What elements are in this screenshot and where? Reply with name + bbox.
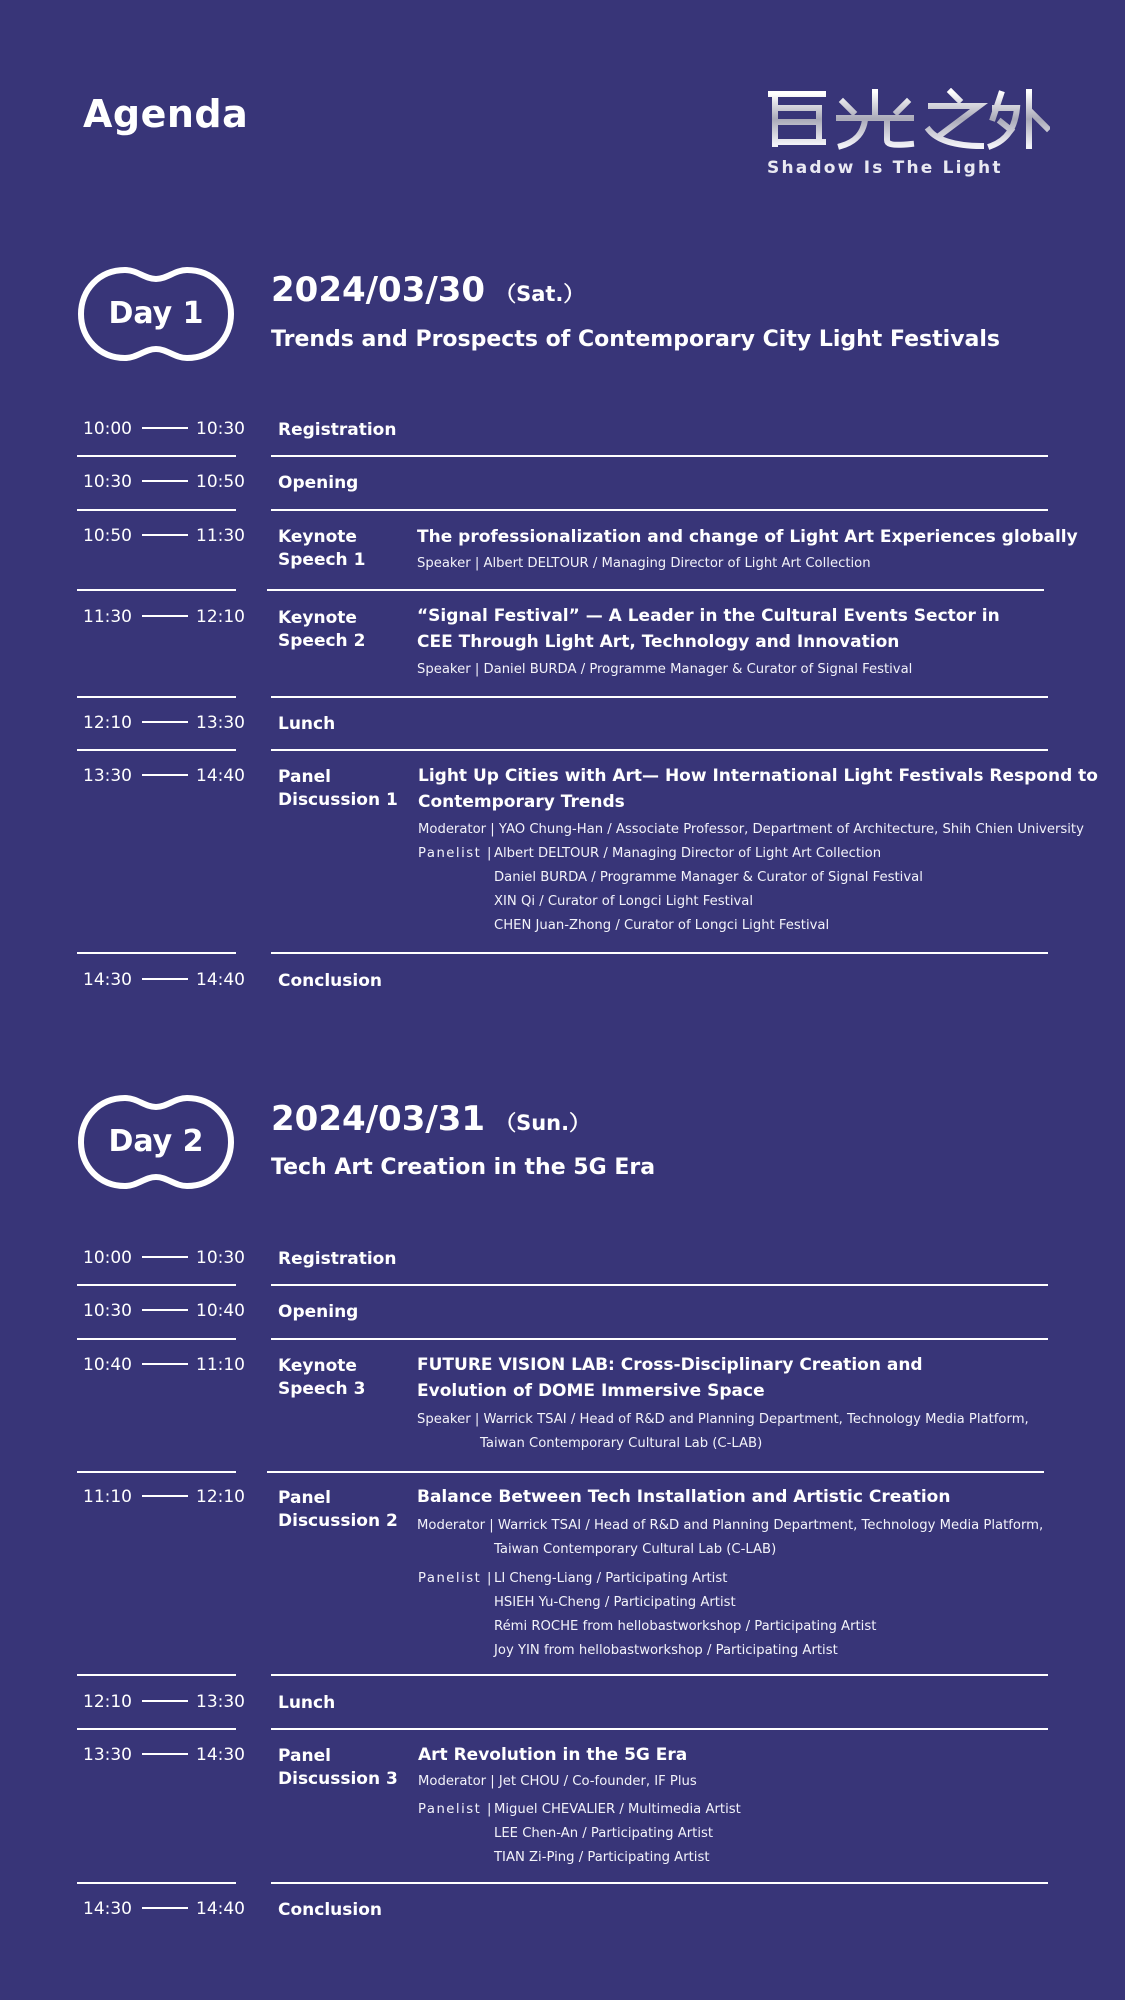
end-time: 11:30: [196, 526, 245, 546]
time-range: [83, 1899, 245, 1919]
topic-line: Contemporary Trends: [418, 792, 625, 812]
session-name: [278, 766, 398, 812]
divider: [77, 952, 236, 954]
session-name: [278, 1745, 398, 1791]
time-dash: [142, 1495, 188, 1497]
start-time: 10:00: [83, 1248, 132, 1268]
start-time: 11:30: [83, 607, 132, 627]
session-topic: [418, 763, 1098, 815]
panelist-label: Panelist |: [418, 846, 493, 861]
session-topic: Balance Between Tech Installation and Artistic Creation: [417, 1487, 951, 1507]
panelist: Joy YIN from hellobastworkshop / Participating Artist: [494, 1643, 838, 1658]
speaker-line: Speaker | Warrick TSAI / Head of R&D and Planning Department, Technology Media Platform,: [417, 1412, 1029, 1427]
time-dash: [142, 1700, 188, 1702]
session-name-line: Panel: [278, 1746, 331, 1766]
session-name: [278, 1487, 398, 1533]
session-topic: Art Revolution in the 5G Era: [418, 1745, 688, 1765]
session-name: [278, 526, 365, 572]
time-range: [83, 1692, 245, 1712]
panelist: Albert DELTOUR / Managing Director of Light Art Collection: [494, 846, 882, 861]
time-range: [83, 1301, 245, 1321]
divider: [271, 749, 1048, 751]
time-range: [83, 526, 245, 546]
panelist-label-text: Panelist: [418, 1802, 482, 1817]
end-time: 13:30: [196, 1692, 245, 1712]
time-dash: [142, 1363, 188, 1365]
start-time: 10:30: [83, 472, 132, 492]
weekday-text: （Sun.）: [495, 1111, 591, 1135]
panelist-label: Panelist |: [418, 1571, 493, 1586]
session-name: [278, 1355, 365, 1401]
panelist: CHEN Juan-Zhong / Curator of Longci Light Festival: [494, 918, 830, 933]
end-time: 13:30: [196, 713, 245, 733]
time-range: [83, 1248, 245, 1268]
start-time: 10:50: [83, 526, 132, 546]
panelist-label-text: Panelist: [418, 846, 482, 861]
end-time: 10:40: [196, 1301, 245, 1321]
start-time: 10:30: [83, 1301, 132, 1321]
time-dash: [142, 1256, 188, 1258]
day-date: [271, 270, 584, 310]
panelist: LI Cheng-Liang / Participating Artist: [494, 1571, 728, 1586]
time-range: [83, 766, 245, 786]
topic-line: CEE Through Light Art, Technology and Innovation: [417, 632, 900, 652]
session-topic: [417, 603, 1000, 655]
divider: [77, 1882, 236, 1884]
panelist-label: Panelist |: [418, 1802, 493, 1817]
session-name-line: Speech 3: [278, 1379, 366, 1399]
session-name-line: Speech 1: [278, 550, 366, 570]
start-time: 13:30: [83, 1745, 132, 1765]
session-topic: The professionalization and change of Light Art Experiences globally: [417, 527, 1078, 547]
end-time: 10:50: [196, 472, 245, 492]
session-name: Lunch: [278, 714, 336, 734]
session-name: Registration: [278, 420, 397, 440]
end-time: 14:40: [196, 766, 245, 786]
end-time: 14:40: [196, 1899, 245, 1919]
day-badge: [77, 266, 235, 362]
time-range: [83, 607, 245, 627]
end-time: 12:10: [196, 607, 245, 627]
panelist: TIAN Zi-Ping / Participating Artist: [494, 1850, 710, 1865]
moderator-line: Moderator | Warrick TSAI / Head of R&D and Planning Department, Technology Media Platform,: [417, 1518, 1044, 1533]
time-range: [83, 1745, 245, 1765]
moderator-line: Moderator | YAO Chung-Han / Associate Professor, Department of Architecture, Shih Chien University: [418, 822, 1084, 837]
divider: [77, 1674, 236, 1676]
panelist: HSIEH Yu-Cheng / Participating Artist: [494, 1595, 736, 1610]
session-name: Conclusion: [278, 971, 382, 991]
divider: [77, 589, 236, 591]
start-time: 14:30: [83, 1899, 132, 1919]
divider: [271, 1674, 1048, 1676]
session-name: [278, 607, 365, 653]
time-range: [83, 1487, 245, 1507]
day-date: [271, 1099, 590, 1139]
session-name-line: Keynote: [278, 1356, 357, 1376]
divider: [77, 509, 236, 511]
page-title: Agenda: [83, 92, 249, 136]
start-time: 10:40: [83, 1355, 132, 1375]
topic-line: “Signal Festival” — A Leader in the Cultural Events Sector in: [417, 606, 1000, 626]
speaker-line: Taiwan Contemporary Cultural Lab (C-LAB): [480, 1436, 763, 1451]
divider: [77, 1471, 236, 1473]
session-name-line: Discussion 2: [278, 1511, 398, 1531]
time-dash: [142, 1309, 188, 1311]
panelist-list: [494, 1567, 876, 1663]
divider: [271, 952, 1048, 954]
divider: [271, 1284, 1048, 1286]
panelist: Daniel BURDA / Programme Manager & Curator of Signal Festival: [494, 870, 923, 885]
time-dash: [142, 774, 188, 776]
session-name: Opening: [278, 1302, 359, 1322]
session-name-line: Panel: [278, 767, 331, 787]
divider: [77, 455, 236, 457]
logo-glyphs-icon: [765, 88, 1050, 150]
session-name: Opening: [278, 473, 359, 493]
topic-line: FUTURE VISION LAB: Cross-Disciplinary Creation and: [417, 1355, 923, 1375]
divider: [77, 1728, 236, 1730]
divider: [77, 1284, 236, 1286]
moderator-line: Taiwan Contemporary Cultural Lab (C-LAB): [494, 1542, 777, 1557]
festival-logo: [765, 88, 1050, 184]
time-range: [83, 419, 245, 439]
session-name-line: Keynote: [278, 608, 357, 628]
session-name-line: Discussion 3: [278, 1769, 398, 1789]
time-dash: [142, 978, 188, 980]
divider: [267, 589, 1044, 591]
time-range: [83, 472, 245, 492]
end-time: 10:30: [196, 419, 245, 439]
start-time: 12:10: [83, 713, 132, 733]
moderator-line: Moderator | Jet CHOU / Co-founder, IF Plus: [418, 1774, 697, 1789]
start-time: 11:10: [83, 1487, 132, 1507]
date-text: 2024/03/30: [271, 270, 486, 310]
session-name-line: Speech 2: [278, 631, 366, 651]
divider: [267, 1471, 1044, 1473]
start-time: 10:00: [83, 419, 132, 439]
date-text: 2024/03/31: [271, 1099, 486, 1139]
end-time: 11:10: [196, 1355, 245, 1375]
day-badge: [77, 1094, 235, 1190]
session-name-line: Panel: [278, 1488, 331, 1508]
weekday-text: （Sat.）: [495, 282, 585, 306]
end-time: 10:30: [196, 1248, 245, 1268]
end-time: 12:10: [196, 1487, 245, 1507]
speaker-line: Speaker | Albert DELTOUR / Managing Director of Light Art Collection: [417, 556, 871, 571]
time-dash: [142, 480, 188, 482]
session-name: Conclusion: [278, 1900, 382, 1920]
panelist-label-text: Panelist: [418, 1571, 482, 1586]
panelist: Rémi ROCHE from hellobastworkshop / Participating Artist: [494, 1619, 877, 1634]
divider: [77, 1338, 236, 1340]
panelist-list: [494, 842, 923, 938]
time-dash: [142, 721, 188, 723]
time-dash: [142, 1907, 188, 1909]
panelist-list: [494, 1798, 741, 1870]
topic-line: Light Up Cities with Art— How International Light Festivals Respond to: [418, 766, 1098, 786]
session-name: Registration: [278, 1249, 397, 1269]
start-time: 14:30: [83, 970, 132, 990]
start-time: 13:30: [83, 766, 132, 786]
end-time: 14:30: [196, 1745, 245, 1765]
time-dash: [142, 427, 188, 429]
day-theme: Tech Art Creation in the 5G Era: [271, 1155, 656, 1180]
time-range: [83, 970, 245, 990]
day-label: Day 2: [108, 1124, 204, 1159]
logo-tagline: Shadow Is The Light: [767, 158, 1003, 178]
panelist: Miguel CHEVALIER / Multimedia Artist: [494, 1802, 741, 1817]
session-name: Lunch: [278, 1693, 336, 1713]
panelist: XIN Qi / Curator of Longci Light Festival: [494, 894, 754, 909]
speaker-line: Speaker | Daniel BURDA / Programme Manager & Curator of Signal Festival: [417, 662, 913, 677]
time-range: [83, 1355, 245, 1375]
time-dash: [142, 1753, 188, 1755]
panelist: LEE Chen-An / Participating Artist: [494, 1826, 714, 1841]
divider: [271, 455, 1048, 457]
divider: [77, 749, 236, 751]
time-dash: [142, 534, 188, 536]
topic-line: Evolution of DOME Immersive Space: [417, 1381, 765, 1401]
divider: [271, 1728, 1048, 1730]
session-name-line: Keynote: [278, 527, 357, 547]
end-time: 14:40: [196, 970, 245, 990]
divider: [271, 509, 1048, 511]
day-theme: Trends and Prospects of Contemporary City Light Festivals: [271, 327, 1001, 352]
time-dash: [142, 615, 188, 617]
session-topic: [417, 1352, 923, 1404]
session-name-line: Discussion 1: [278, 790, 398, 810]
divider: [271, 1338, 1048, 1340]
divider: [77, 696, 236, 698]
time-range: [83, 713, 245, 733]
day-label: Day 1: [108, 296, 204, 331]
divider: [271, 1882, 1048, 1884]
start-time: 12:10: [83, 1692, 132, 1712]
divider: [271, 696, 1048, 698]
